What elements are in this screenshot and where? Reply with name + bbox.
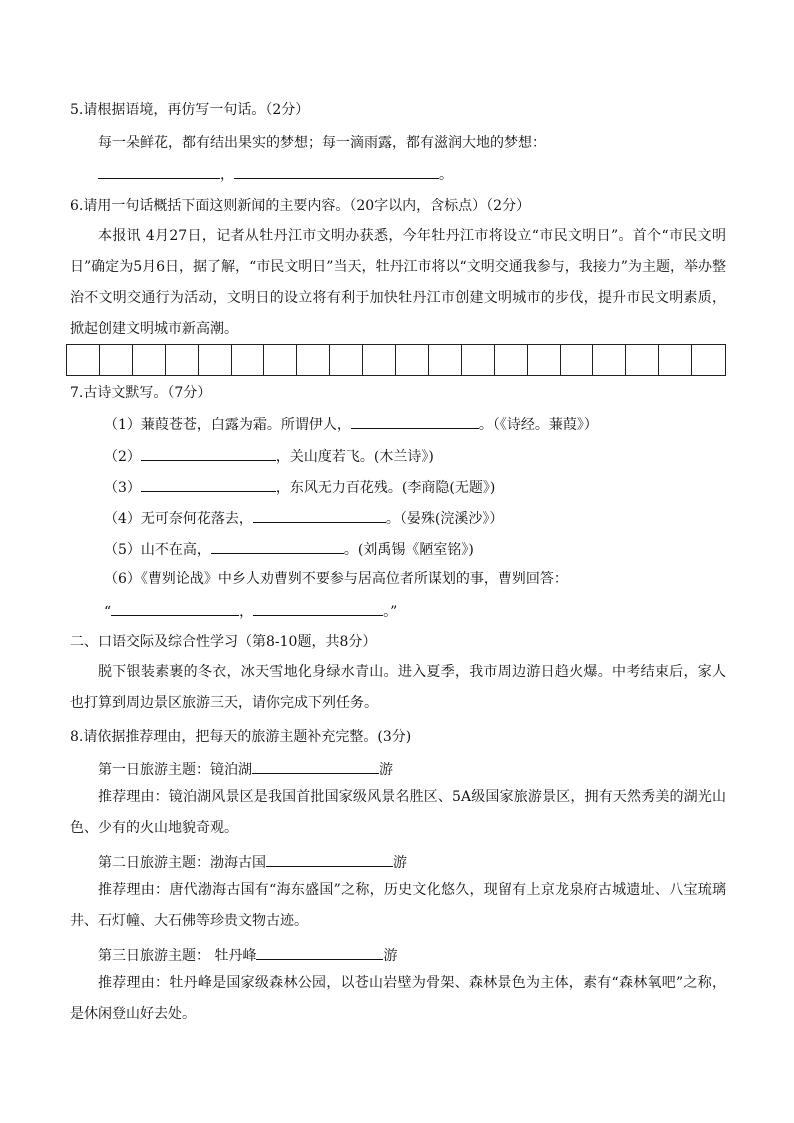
q8-title: 8.请依据推荐理由，把每天的旅游主题补充完整。(3分) [70, 729, 412, 745]
grid-cell[interactable] [67, 345, 100, 375]
q7-item-2: （2） ，关山度若飞。(木兰诗》) [104, 445, 434, 467]
q7-item-1: （1）蒹葭苍苍，白露为霜。所谓伊人， 。（《诗经。蒹葭》） [104, 413, 598, 435]
grid-cell[interactable] [396, 345, 429, 375]
q5-prompt: 每一朵鲜花，都有结出果实的梦想；每一滴雨露，都有滋润大地的梦想： [98, 135, 546, 151]
q7-item-4: （4）无可奈何花落去， 。（晏殊(浣溪沙》） [104, 507, 503, 529]
answer-blank[interactable] [234, 163, 439, 179]
answer-blank[interactable] [141, 476, 276, 492]
answer-grid[interactable] [66, 344, 726, 376]
answer-blank[interactable] [98, 163, 220, 179]
grid-cell[interactable] [659, 345, 692, 375]
section2-intro: 脱下银装素裹的冬衣，冰天雪地化身绿水青山。进入夏季，我市周边游日趋火爆。中考结束后，家人也打算到周边景区旅游三天，请你完成下列任务。 [70, 664, 726, 711]
grid-cell[interactable] [297, 345, 330, 375]
grid-cell[interactable] [199, 345, 232, 375]
q7-item-3: （3） ，东风无力百花残。(李商隐(无题》) [104, 476, 495, 498]
answer-blank[interactable] [253, 507, 386, 523]
grid-cell[interactable] [330, 345, 363, 375]
q5-title: 5.请根据语境，再仿写一句话。（2分） [70, 102, 310, 118]
grid-cell[interactable] [264, 345, 297, 375]
q8-day1-theme: 第一日旅游主题：镜泊湖 游 [98, 758, 393, 780]
answer-blank[interactable] [256, 944, 383, 960]
grid-cell[interactable] [528, 345, 561, 375]
q7-item-6-answer: “ ， 。” [104, 600, 397, 622]
answer-blank[interactable] [211, 538, 344, 554]
grid-cell[interactable] [462, 345, 495, 375]
answer-blank[interactable] [252, 758, 379, 774]
q6-passage: 本报讯 4月27日，记者从牡丹江市文明办获悉，今年牡丹江市将设立“市民文明日”。首个“市民文明日”确定为5月6日，据了解，“市民文明日”当天，牡丹江市将以“文明交通我参与，我接力”为主题，举办整治不文明交通行为活动，文明日的设立将有利于加快牡丹江市创建文明城市的步伐，提升市民文明素质，掀起创建文明城市新高潮。 [70, 228, 726, 337]
q8-day1-reason: 推荐理由：镜泊湖风景区是我国首批国家级风景名胜区、5A级国家旅游景区，拥有天然秀美的湖光山色、少有的火山地貌奇观。 [70, 789, 726, 836]
answer-blank[interactable] [141, 445, 276, 461]
q7-item-5: （5）山不在高， 。(刘禹锡《陋室铭》) [104, 538, 474, 560]
grid-cell[interactable] [133, 345, 166, 375]
q8-day3-reason: 推荐理由：牡丹峰是国家级森林公园，以苍山岩壁为骨架、森林景色为主体，素有“森林氧吧”之称，是休闲登山好去处。 [70, 975, 726, 1022]
q8-day2-theme: 第二日旅游主题：渤海古国 游 [98, 851, 407, 873]
q5-answer-line: ， 。 [98, 163, 453, 185]
grid-cell[interactable] [429, 345, 462, 375]
q6-title: 6.请用一句话概括下面这则新闻的主要内容。（20字以内，含标点）（2分） [70, 198, 531, 214]
answer-blank[interactable] [253, 600, 383, 616]
q7-item-6: （6）《曹刿论战》中乡人劝曹刿不要参与居高位者所谋划的事，曹刿回答： [104, 571, 568, 587]
q7-title: 7.古诗文默写。（7分） [70, 385, 212, 401]
grid-cell[interactable] [166, 345, 199, 375]
grid-cell[interactable] [495, 345, 528, 375]
grid-cell[interactable] [593, 345, 626, 375]
grid-cell[interactable] [100, 345, 133, 375]
answer-blank[interactable] [351, 413, 479, 429]
section2-title: 二、口语交际及综合性学习（第8-10题，共8分） [70, 634, 377, 650]
grid-cell[interactable] [363, 345, 396, 375]
q8-day2-reason: 推荐理由：唐代渤海古国有“海东盛国”之称，历史文化悠久，现留有上京龙泉府古城遗址、八宝琉璃井、石灯幢、大石佛等珍贵文物古迹。 [70, 882, 726, 929]
grid-cell[interactable] [561, 345, 594, 375]
answer-blank[interactable] [266, 851, 393, 867]
grid-cell[interactable] [232, 345, 265, 375]
q8-day3-theme: 第三日旅游主题： 牡丹峰 游 [98, 944, 397, 966]
grid-cell[interactable] [692, 345, 725, 375]
answer-blank[interactable] [111, 600, 239, 616]
grid-cell[interactable] [626, 345, 659, 375]
